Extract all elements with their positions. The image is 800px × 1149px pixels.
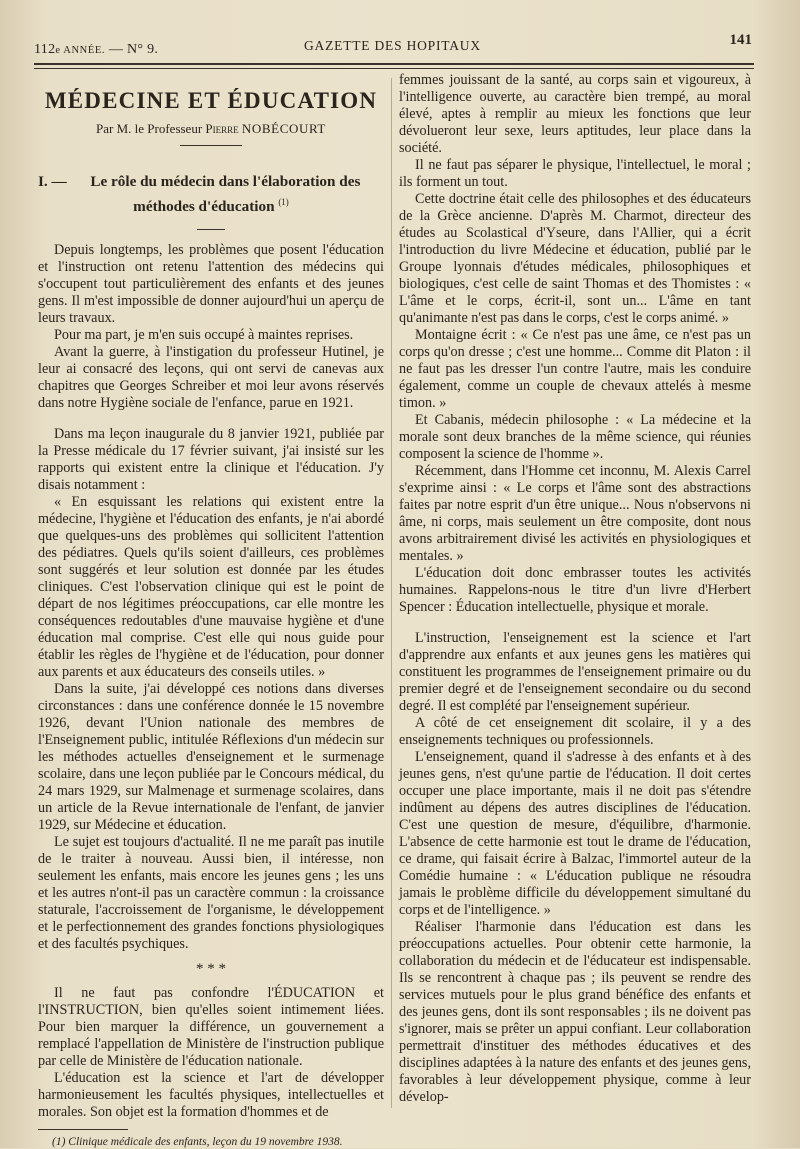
paragraph: Récemment, dans l'Homme cet inconnu, M. Alexis Carrel s'exprime ainsi : « Le corps et l'âme sont des abstractions faites par notre esprit d'un être unique... Nous n'observons ni âme, ni corps, mais seulement un être composite, dont nous avons arbitrairement divisé les activités en physiologiques et mentales. » (399, 463, 751, 564)
paragraph: Il ne faut pas confondre l'ÉDUCATION et l'INSTRUCTION, bien qu'elles soient intimement liées. Pour bien marquer la différence, un gouvernement a remplacé l'appellation de Ministère de l'instruction publique par celle de Ministère de l'éducation nationale. (38, 985, 384, 1070)
byline: Par M. le Professeur Pierre NOBÉCOURT (96, 121, 326, 136)
section-rule (197, 229, 225, 230)
paragraph: Cette doctrine était celle des philosophes et des éducateurs de la Grèce ancienne. D'après M. Charmot, directeur des études au Scolastical d'Yseure, dans l'Allier, qui a écrit l'introduction du livre Médecine et éducation, publié par le Groupe lyonnais d'études médicales, philosophiques et biologiques, c'est celle de saint Thomas et des Thomistes : « L'âme et le corps, écrit-il, sont un... L'âme en tant qu'animante n'est pas dans le corps, c'est le corps animé. » (399, 191, 751, 326)
paragraph: Depuis longtemps, les problèmes que posent l'éducation et l'instruction ont retenu l'attention des médecins qui s'occupent tout particulièrement des enfants et des jeunes gens. Il m'est impossible de donner aujourd'hui un aperçu de leurs travaux. (38, 242, 384, 327)
footnote: (1) Clinique médicale des enfants, leçon du 19 novembre 1938. (52, 1136, 343, 1149)
paragraph: Dans ma leçon inaugurale du 8 janvier 1921, publiée par la Presse médicale du 17 février suivant, j'ai insisté sur les rapports qui existent entre la clinique et l'éducation. J'y disais notamment : (38, 426, 384, 494)
header-rule (34, 63, 754, 65)
footnote-rule (38, 1129, 128, 1130)
quote-paragraph: « En esquissant les relations qui existent entre la médecine, l'hygiène et l'éducation des enfants, je n'ai abordé que quelques-uns des problèmes qui sollicitent l'attention des pédiatres. Quels qu'ils soient d'ailleurs, ces problèmes sont suggérés et leur solution est donnée par les études cliniques. C'est l'observation clinique qui est le point de départ de nos légitimes préoccupations, car elle montre les conséquences redoutables d'une mauvaise hygiène et d'une éducation mal comprise. C'est elle qui nous guide pour établir les règles de l'hygiène et de l'éducation, pour donner aux parents et aux éducateurs des conseils utiles. » (38, 494, 384, 681)
running-header (34, 32, 754, 58)
paragraph: Il ne faut pas séparer le physique, l'intellectuel, le moral ; ils forment un tout. (399, 157, 751, 190)
paragraph: L'enseignement, quand il s'adresse à des enfants et à des jeunes gens, n'est qu'une partie de l'éducation. Il doit certes occuper une place importante, mais il ne doit pas s'étendre indûment au dépens des autres disciplines de l'éducation. C'est une question de mesure, d'équilibre, d'harmonie. L'absence de cette harmonie est tout le drame de l'éducation, ce drame, qui faisait écrire à Balzac, l'immortel auteur de la Comédie humaine : « L'éducation publique ne résoudra jamais le problème difficile du développement simultané du corps et de l'intelligence. » (399, 749, 751, 918)
paragraph: Dans la suite, j'ai développé ces notions dans diverses circonstances : dans une conférence donnée le 15 novembre 1926, devant l'Union nationale des membres de l'Enseignement public, intitulée Réflexions d'un médecin sur les méthodes actuelles d'enseignement et le surmenage scolaire, dans une leçon publiée par le Concours médical, du 24 mars 1929, sur Malmenage et surmenage scolaires, dans un article de la Revue internationale de l'enfant, de janvier 1929, sur Médecine et éducation. (38, 681, 384, 834)
column-divider (391, 78, 392, 1108)
issue-info: 112e ANNÉE. — N° 9. (34, 42, 159, 57)
paragraph: Montaigne écrit : « Ce n'est pas une âme, ce n'est pas un corps qu'on dresse ; c'est une homme... Comme dit Platon : il ne faut pas les dresser l'un contre l'autre, mais les conduire également, comme un couple de chevaux attelés à mesme timon. » (399, 327, 751, 411)
paragraph: Le sujet est toujours d'actualité. Il ne me paraît pas inutile de le traiter à nouveau. Aussi bien, il intéresse, non seulement les enfants, mais encore les jeunes gens ; les uns et les autres n'ont-il pas un caractère commun : la croissance staturale, l'accroissement de l'organisme, le développement et le perfectionnement des grandes fonctions physiologiques et des facultés psychiques. (38, 834, 384, 953)
section-stars: * * * (196, 961, 226, 978)
paragraph: Réaliser l'harmonie dans l'éducation est dans les préoccupations actuelles. Pour obtenir cette harmonie, la collaboration du médecin et de l'éducateur est indispensable. Ils se rencontrent à chaque pas ; ils peuvent se rendre des services mutuels pour le plus grand bénéfice des enfants et des jeunes gens, dont ils sont responsables ; ils ne doivent pas s'ignorer, mais se prêter un appui confiant. Leur collaboration permettrait d'instituer des méthodes éducatives et des disciplines adaptées à la nature des enfants et des jeunes gens, favorables à leur développement physique, comme à leur dévelop- (399, 919, 751, 1105)
paragraph: L'éducation doit donc embrasser toutes les activités humaines. Rappelons-nous le titre d'un livre d'Herbert Spencer : Éducation intellectuelle, physique et morale. (399, 565, 751, 615)
header-rule-thin (34, 68, 754, 69)
journal-name: GAZETTE DES HOPITAUX (304, 38, 481, 53)
paragraph: L'éducation est la science et l'art de développer harmonieusement les facultés physiques, intellectuelles et morales. Son objet est la formation d'hommes et de (38, 1070, 384, 1121)
paragraph: Et Cabanis, médecin philosophe : « La médecine et la morale sont deux branches de la même science, qui réunies composent la science de l'homme ». (399, 412, 751, 462)
page-number: 141 (729, 32, 752, 48)
paragraph: Pour ma part, je m'en suis occupé à maintes reprises. (54, 327, 354, 344)
paragraph: Avant la guerre, à l'instigation du professeur Hutinel, je leur ai consacré des leçons, qui ont servi de canevas aux chapitres que Georges Schreiber et moi leur avons réservés dans notre Hygiène sociale de l'enfance, parue en 1921. (38, 344, 384, 412)
paragraph: femmes jouissant de la santé, au corps sain et vigoureux, à l'intelligence ouverte, au caractère bien trempé, au moral élevé, aptes à remplir au mieux les fonctions que leur dévolueront leur sexe, leurs aptitudes, leur place dans la société. (399, 72, 751, 156)
paragraph: A côté de cet enseignement dit scolaire, il y a des enseignements techniques ou professionnels. (399, 715, 751, 748)
title-rule (180, 145, 242, 146)
article-title: MÉDECINE ET ÉDUCATION (44, 88, 378, 113)
section-heading: I. — Le rôle du médecin dans l'élaboration des méthodes d'éducation $^{(1)}$ (38, 173, 361, 216)
paragraph: L'instruction, l'enseignement est la science et l'art d'apprendre aux enfants et aux jeunes gens les matières qui constituent les programmes de l'enseignement primaire ou du premier degré et de l'enseignement secondaire ou du second degré. Il est complété par l'enseignement supérieur. (399, 630, 751, 714)
left-column (38, 80, 384, 1149)
right-column (399, 72, 751, 1106)
